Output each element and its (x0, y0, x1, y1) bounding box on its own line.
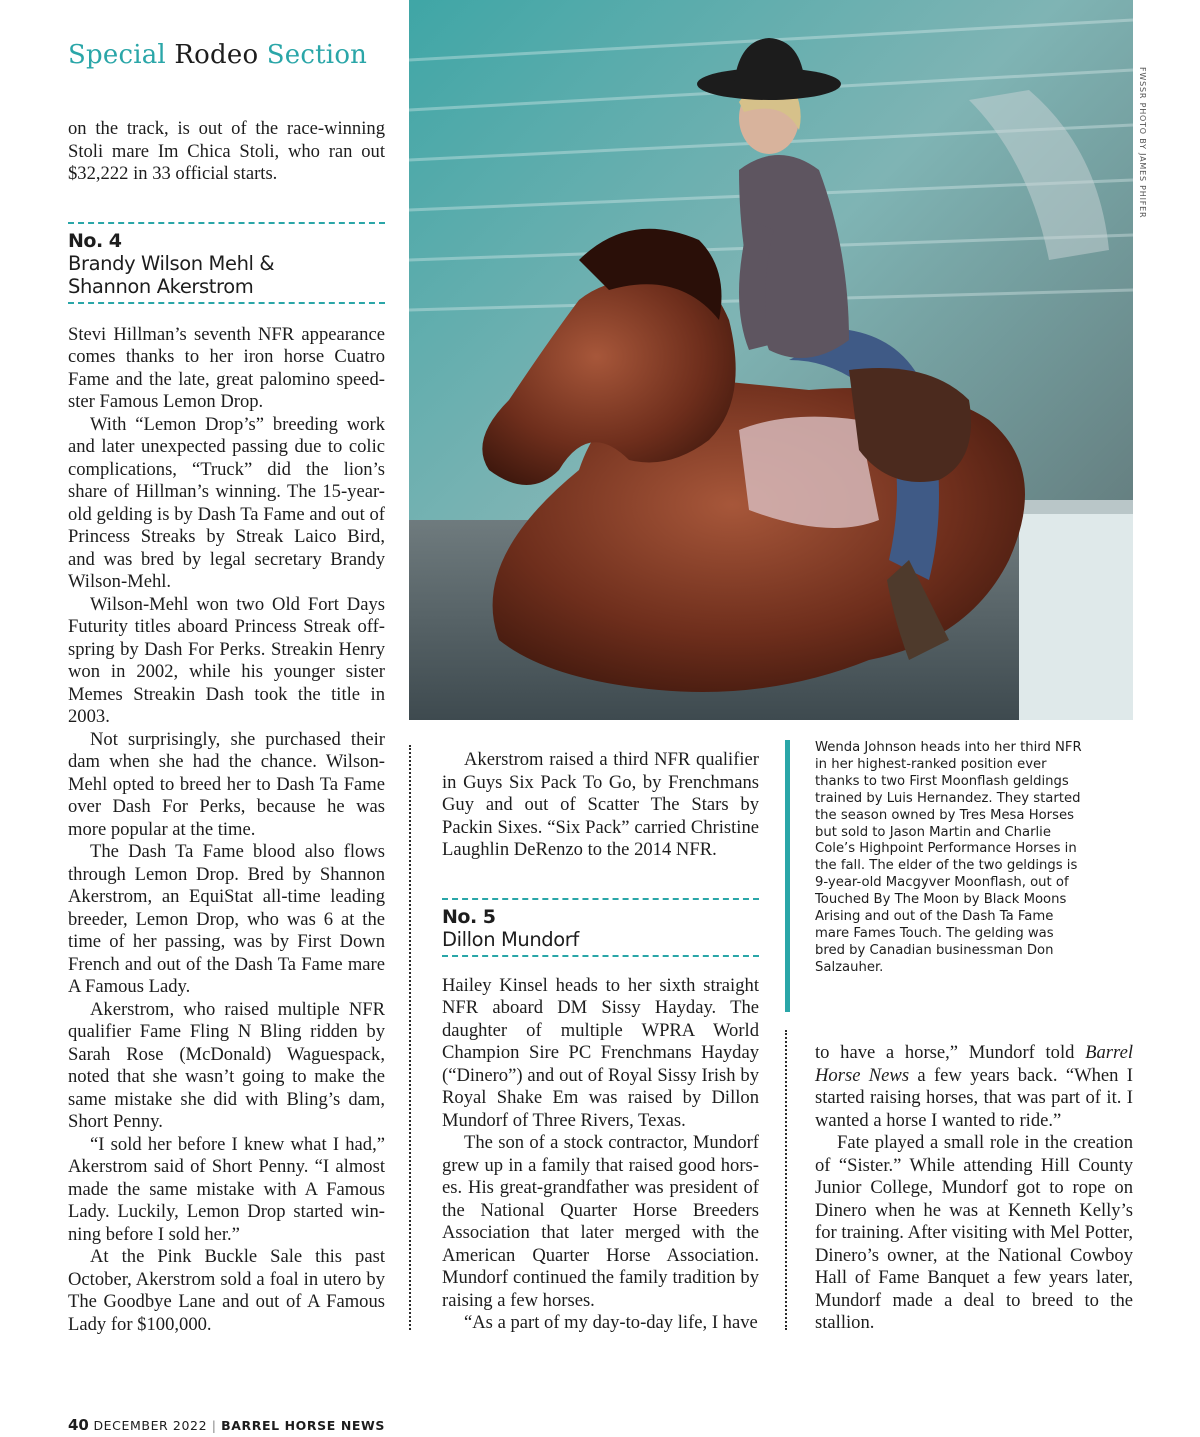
paragraph: Wilson-Mehl won two Old Fort Days Futurity titles aboard Princess Streak offspring by Dash For Perks. Streakin Henry won in 2002, while his younger sister Memes Streakin Dash took the title in 2003. (68, 593, 385, 727)
paragraph-text: a few years back. “When I started raising horses, that was part of it. I wanted a horse I wanted to ride.” (815, 1064, 1133, 1131)
paragraph: Hailey Kinsel heads to her sixth straight NFR aboard DM Sissy Hayday. The daughter of multiple WPRA World Champion Sire PC Frenchmans Hayday (“Dinero”) and out of Royal Sissy Irish by Royal Shake Em was raised by Dillon Mundorf of Three Rivers, Texas. (442, 974, 759, 1131)
section-title-word-3: Section (266, 40, 368, 70)
paragraph: The son of a stock contractor, Mundorf grew up in a family that raised good horses. His great-grandfather was president of the National Quarter Horse Breeders Association that later merged with the American Quarter Horse Association. Mundorf continued the family tradition by raising a few horses. (442, 1132, 759, 1311)
paragraph-text: to have a horse,” Mundorf told (815, 1042, 1086, 1063)
paragraph: on the track, is out of the race-winning Stoli mare Im Chica Stoli, who ran out $32,222 in 33 official starts. (68, 118, 385, 184)
caption-text: Wenda Johnson heads into her third NFR in her highest-ranked position ever thanks to two First Moonflash geldings trained by Luis Hernandez. They started the season owned by Tres Mesa Horses but sold to Jason Martin and Charlie Cole’s Highpoint Performance Horses in the fall. The elder of the two geldings is 9-year-old Macgyver Moonflash, out of Touched By The Moon by Black Moons Arising and out of the Dash Ta Fame mare Fames Touch. The gelding was bred by Canadian businessman Don Salzauher. (815, 740, 1082, 975)
section-title (68, 40, 367, 70)
paragraph: The Dash Ta Fame blood also flows through Lemon Drop. Bred by Shannon Akerstrom, an EquiStat all-time leading breeder, Lemon Drop, who was 6 at the time of her passing, was by First Down French and out of the Dash Ta Fame mare A Famous Lady. (68, 841, 385, 997)
subhead-number: No. 4 (68, 229, 122, 252)
paragraph: Fate played a small role in the creation of “Sister.” While attending Hill County Junior College, Mundorf got to rope on Dinero when he was at Kenneth Kelly’s for training. After visiting with Mel Potter, Dinero’s owner, at the National Cowboy Hall of Fame Banquet a few years later, Mundorf made a deal to breed to the stallion. (815, 1132, 1133, 1333)
page-footer (68, 1416, 385, 1434)
paragraph: “I sold her before I knew what I had,” Akerstrom said of Short Penny. “I almost made the same mistake with A Famous Lady. Luckily, Lemon Drop started winning before I sold her.” (68, 1133, 385, 1245)
article-column-3 (815, 1042, 1133, 1335)
subhead-name-line-1: Brandy Wilson Mehl & (68, 251, 275, 275)
paragraph: Stevi Hillman’s seventh NFR appearance comes thanks to her iron horse Cuatro Fame and the late, great palomino speedster Famous Lemon Drop. (68, 323, 385, 412)
subhead-number: No. 5 (442, 905, 496, 928)
barrel-racer-image (409, 0, 1133, 720)
paragraph (815, 1042, 1133, 1132)
paragraph: Not surprisingly, she purchased their dam when she had the chance. Wilson-Mehl opted to breed her to Dash Ta Fame over Dash For Perks, because he was more popular at the time. (68, 728, 385, 840)
subhead-name-line-2: Shannon Akerstrom (68, 274, 254, 298)
paragraph: Akerstrom raised a third NFR qualifier in Guys Six Pack To Go, by Frenchmans Guy and out of Scatter The Stars by Packin Sixes. “Six Pack” carried Christine Laughlin DeRenzo to the 2014 NFR. (442, 749, 759, 860)
paragraph: At the Pink Buckle Sale this past October, Akerstrom sold a foal in utero by The Goodbye Lane and out of A Famous Lady for $100,000. (68, 1246, 385, 1335)
publication-title: BARREL HORSE NEWS (221, 1418, 386, 1433)
footer-separator: | (211, 1418, 217, 1433)
photo-credit: FWSSR PHOTO BY JAMES PHIFER (1138, 67, 1147, 219)
subhead-no-5 (442, 898, 759, 957)
paragraph: With “Lemon Drop’s” breeding work and later unexpected passing due to colic complications, “Truck” did the lion’s share of Hillman’s winning. The 15-year-old gelding is by Dash Ta Fame and out of Princess Streaks by Streak Laico Bird, and was bred by legal secretary Brandy Wilson-Mehl. (68, 413, 385, 592)
page-number: 40 (68, 1416, 89, 1434)
photo-caption (785, 740, 1087, 1012)
article-column-1 (68, 118, 385, 1336)
section-title-word-1: Special (68, 40, 166, 70)
subhead-name-line-1: Dillon Mundorf (442, 927, 579, 951)
column-divider (785, 1030, 787, 1330)
subhead-no-4 (68, 222, 385, 304)
paragraph: Akerstrom, who raised multiple NFR qualifier Fame Fling N Bling ridden by Sarah Rose (McDonald) Waguespack, noted that she wasn’t going to make the same mistake she did with Bling’s dam, Short Penny. (68, 998, 385, 1132)
paragraph: “As a part of my day-to-day life, I have (464, 1312, 758, 1333)
publication-name: Barrel Horse News (815, 1042, 1133, 1086)
issue-date: DECEMBER 2022 (93, 1418, 208, 1433)
column-divider (409, 745, 411, 1330)
section-title-word-2: Rodeo (174, 40, 259, 70)
article-column-2 (442, 749, 759, 1335)
rider-photo (409, 0, 1133, 720)
